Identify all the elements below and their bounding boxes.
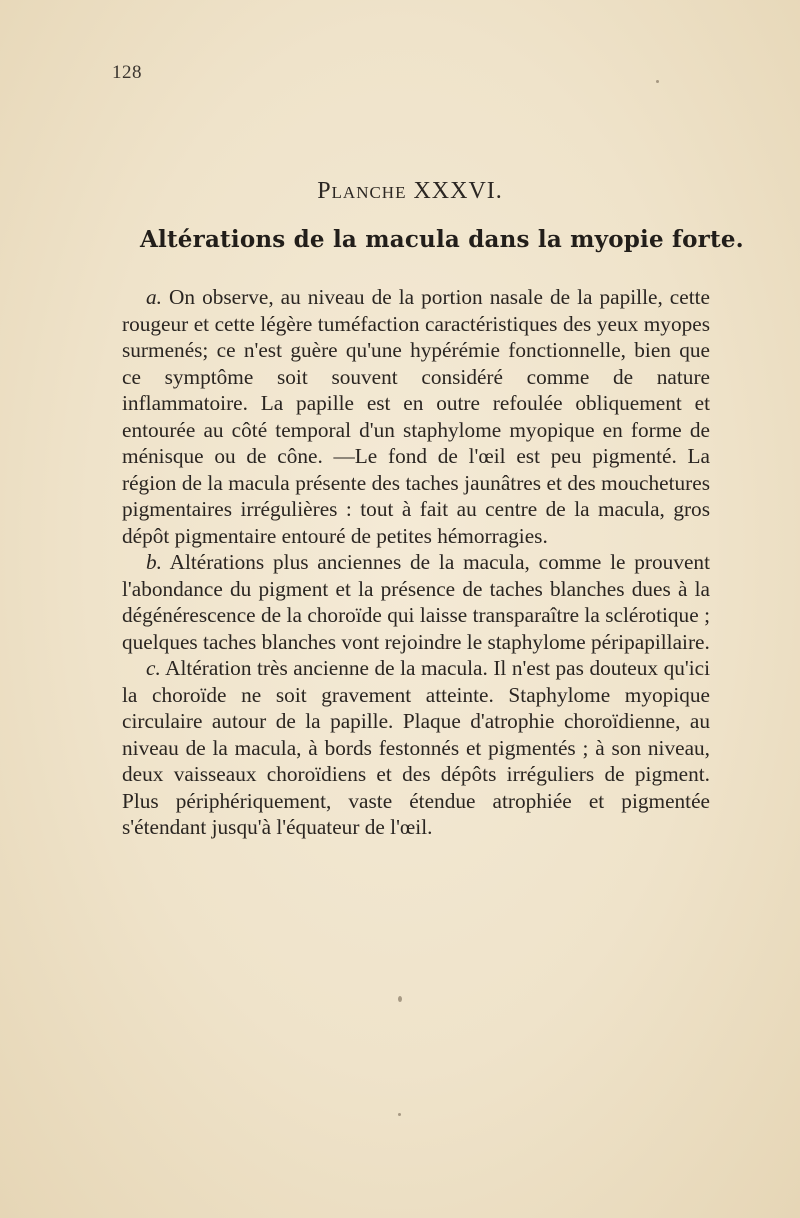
paragraph-c-text: Altération très ancienne de la macula. Il n'est pas douteux qu'ici la choroïde ne soit gravement atteinte. Staphylome myopique circulaire autour de la papille. Plaque d'atrophie choroïdienne, au niveau de la macula, à bords festonnés et pigmentés ; à son niveau, deux vaisseaux choroïdiens et des dépôts irréguliers de pigment. Plus périphériquement, vaste étendue atrophiée et pigmentée s'étendant jusqu'à l'équateur de l'œil.: [122, 656, 710, 839]
paragraph-b: [122, 549, 710, 655]
paper-speck: [398, 1113, 401, 1116]
paragraph-c: [122, 655, 710, 841]
paper-speck: [398, 996, 402, 1002]
paragraph-a: [122, 284, 710, 549]
paragraph-b-text: Altérations plus anciennes de la macula, comme le prouvent l'abondance du pigment et la présence de taches blanches dues à la dégénérescence de la choroïde qui laisse transparaître la sclérotique ; quelques taches blanches vont rejoindre le staphylome péripapillaire.: [122, 550, 710, 654]
body-text: [122, 284, 710, 841]
page-number: 128: [112, 62, 142, 83]
paper-speck: [656, 80, 659, 83]
item-letter-c: c.: [146, 656, 161, 680]
item-letter-b: b.: [146, 550, 162, 574]
paragraph-a-text: On observe, au niveau de la portion nasale de la papille, cette rougeur et cette légère tuméfaction caractéristiques des yeux myopes surmenés; ce n'est guère qu'une hypérémie fonctionnelle, bien que ce symptôme soit souvent considéré comme de nature inflammatoire. La papille est en outre refoulée obliquement et entourée au côté temporal d'un staphylome myopique en forme de ménisque ou de cône. —Le fond de l'œil est peu pigmenté. La région de la macula présente des taches jaunâtres et des mouchetures pigmentaires irrégulières : tout à fait au centre de la macula, gros dépôt pigmentaire entouré de petites hémorragies.: [122, 285, 710, 548]
plate-title: Planche XXXVI.: [317, 178, 503, 204]
item-letter-a: a.: [146, 285, 162, 309]
section-title: Altérations de la macula dans la myopie forte.: [140, 226, 744, 253]
